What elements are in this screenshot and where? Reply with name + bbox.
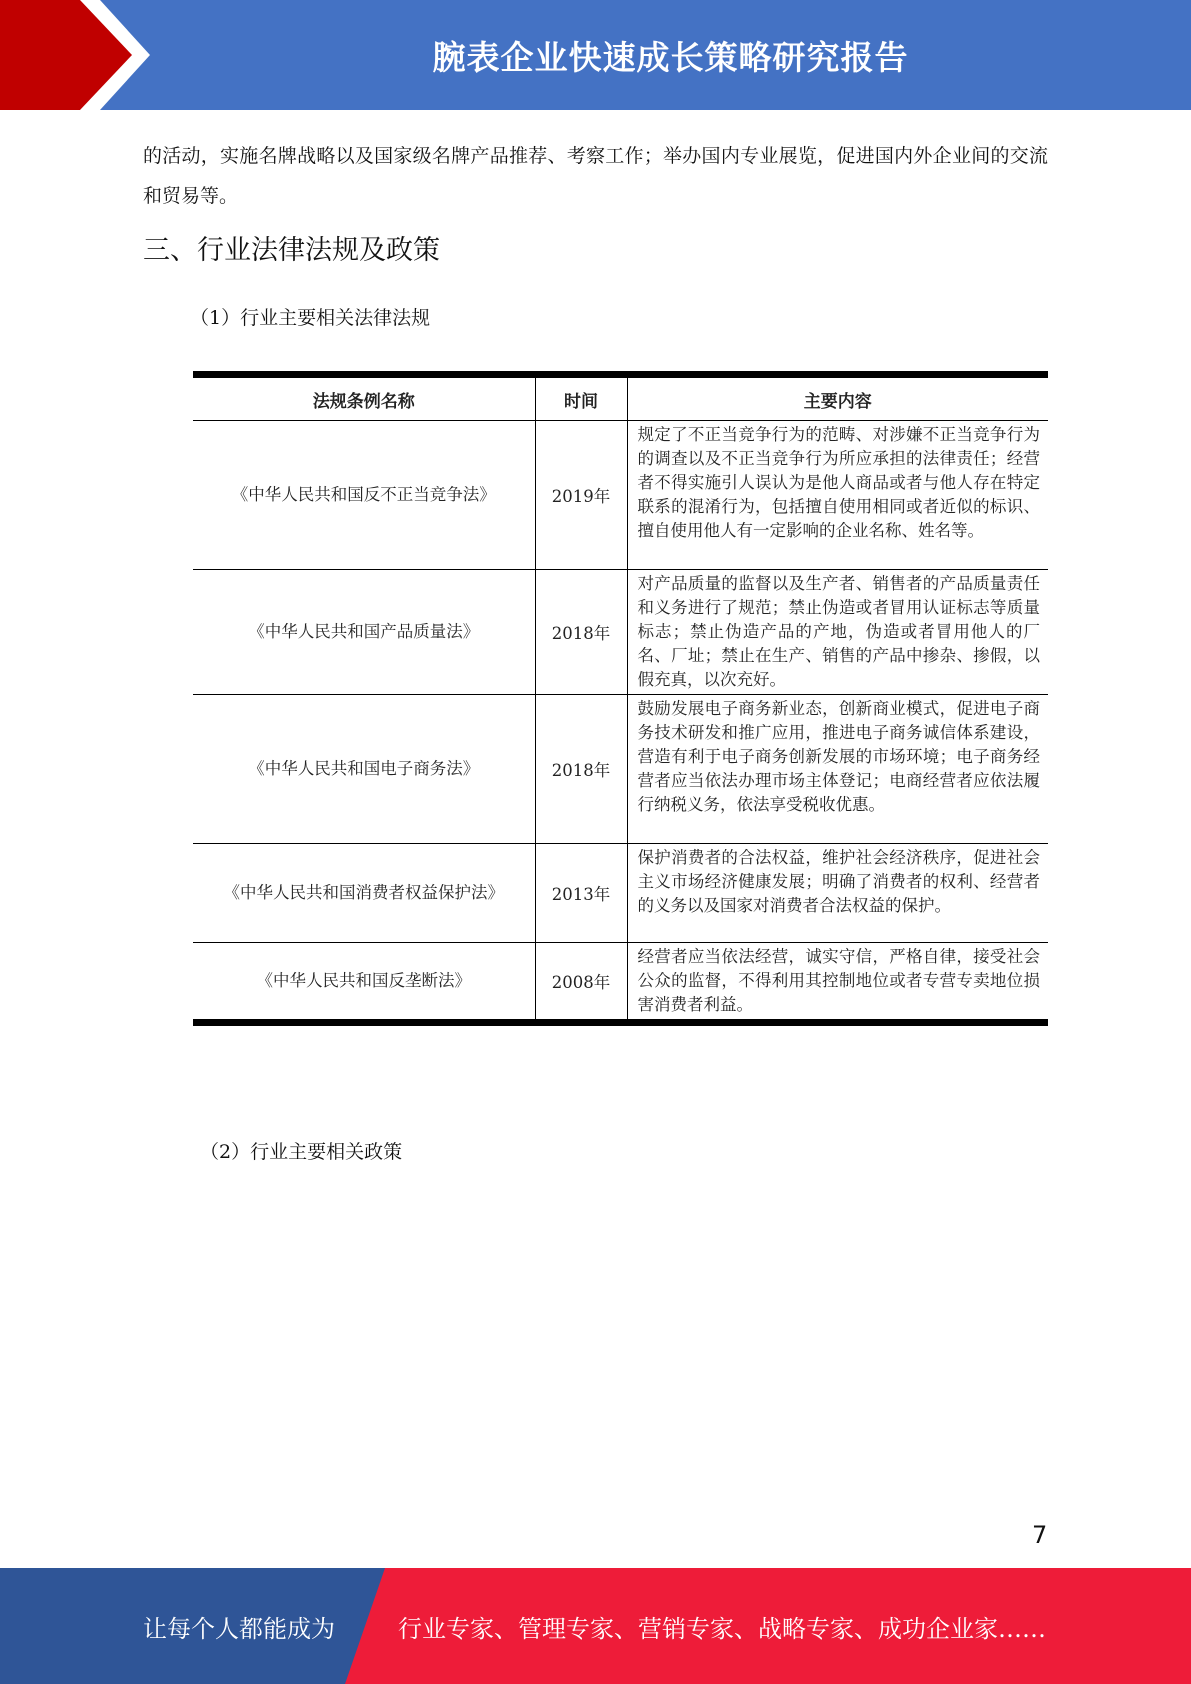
section-heading: 三、行业法律法规及政策 [143, 235, 440, 266]
law-content: 经营者应当依法经营，诚实守信，严格自律，接受社会公众的监督，不得利用其控制地位或者专营专卖地位损害消费者利益。 [627, 943, 1048, 1023]
header-banner [0, 0, 1191, 110]
law-name: 《中华人民共和国电子商务法》 [193, 695, 535, 844]
footer-slogan-left: 让每个人都能成为 [143, 1614, 335, 1643]
table-row [193, 943, 1048, 1023]
table-row [193, 570, 1048, 695]
table-row [193, 421, 1048, 570]
sub-heading-policies: （2）行业主要相关政策 [200, 1141, 403, 1163]
laws-table [193, 371, 1048, 1026]
page-number: 7 [1032, 1521, 1048, 1549]
law-content: 鼓励发展电子商务新业态，创新商业模式，促进电子商务技术研发和推广应用，推进电子商务诚信体系建设，营造有利于电子商务创新发展的市场环境；电子商务经营者应当依法办理市场主体登记；电商经营者应依法履行纳税义务，依法享受税收优惠。 [627, 695, 1048, 844]
law-name: 《中华人民共和国反不正当竞争法》 [193, 421, 535, 570]
header-name: 法规条例名称 [193, 375, 535, 421]
sub-heading-laws: （1）行业主要相关法律法规 [190, 307, 431, 329]
header-year: 时间 [535, 375, 627, 421]
law-year: 2019年 [535, 421, 627, 570]
law-year: 2018年 [535, 570, 627, 695]
law-name: 《中华人民共和国消费者权益保护法》 [193, 844, 535, 943]
footer-banner [0, 1568, 1191, 1684]
law-content: 保护消费者的合法权益，维护社会经济秩序，促进社会主义市场经济健康发展；明确了消费者的权利、经营者的义务以及国家对消费者合法权益的保护。 [627, 844, 1048, 943]
law-year: 2013年 [535, 844, 627, 943]
header-content: 主要内容 [627, 375, 1048, 421]
intro-paragraph: 的活动，实施名牌战略以及国家级名牌产品推荐、考察工作；举办国内专业展览，促进国内外企业间的交流和贸易等。 [143, 145, 1048, 207]
table-row [193, 695, 1048, 844]
report-title: 腕表企业快速成长策略研究报告 [432, 37, 909, 77]
table-row [193, 844, 1048, 943]
law-year: 2008年 [535, 943, 627, 1023]
footer-slogan-right: 行业专家、管理专家、营销专家、战略专家、成功企业家…… [398, 1614, 1046, 1643]
law-year: 2018年 [535, 695, 627, 844]
law-content: 对产品质量的监督以及生产者、销售者的产品质量责任和义务进行了规范；禁止伪造或者冒用认证标志等质量标志；禁止伪造产品的产地，伪造或者冒用他人的厂名、厂址；禁止在生产、销售的产品中掺杂、掺假，以假充真，以次充好。 [627, 570, 1048, 695]
law-name: 《中华人民共和国产品质量法》 [193, 570, 535, 695]
law-content: 规定了不正当竞争行为的范畴、对涉嫌不正当竞争行为的调查以及不正当竞争行为所应承担的法律责任；经营者不得实施引人误认为是他人商品或者与他人存在特定联系的混淆行为，包括擅自使用相同或者近似的标识、擅自使用他人有一定影响的企业名称、姓名等。 [627, 421, 1048, 570]
law-name: 《中华人民共和国反垄断法》 [193, 943, 535, 1023]
table-header-row [193, 375, 1048, 421]
